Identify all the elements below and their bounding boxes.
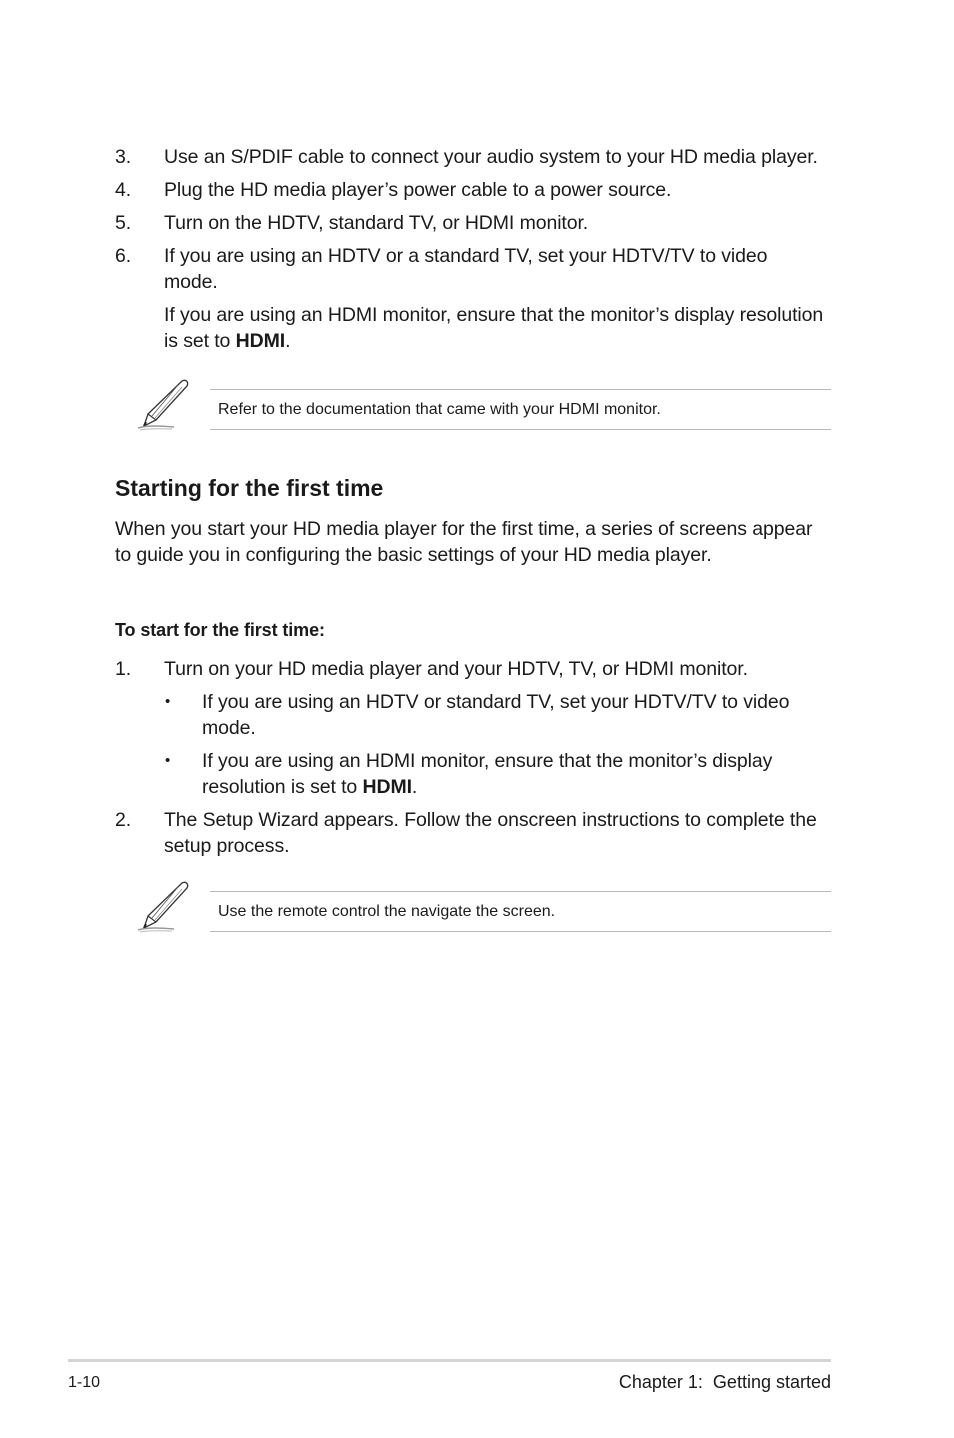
bullet-text: mode. — [202, 717, 256, 739]
step-text: Turn on the HDTV, standard TV, or HDMI monitor. — [164, 212, 589, 234]
section-title: Starting for the first time — [115, 475, 384, 501]
step-paragraph: If you are using an HDMI monitor, ensure that the monitor’s display resolution — [164, 304, 824, 326]
step-number: 5. — [115, 212, 132, 234]
step-text: Use an S/PDIF cable to connect your audio system to your HD media player. — [164, 146, 818, 168]
step-text: mode. — [164, 271, 218, 293]
note-text: Refer to the documentation that came with your HDMI monitor. — [218, 401, 661, 418]
intro-paragraph: to guide you in configuring the basic settings of your HD media player. — [115, 544, 712, 566]
step-text: If you are using an HDTV or a standard TV, set your HDTV/TV to video — [164, 245, 768, 267]
pen-note-icon — [134, 378, 190, 432]
page-number: 1-10 — [68, 1374, 101, 1391]
step-text: Plug the HD media player’s power cable to a power source. — [164, 179, 672, 201]
note-top-rule — [210, 891, 831, 892]
step-number: 1. — [115, 658, 132, 680]
bullet-glyph: • — [165, 752, 171, 769]
pen-note-icon — [134, 880, 190, 934]
chapter-label: Chapter 1: Getting started — [618, 1372, 831, 1392]
note-bottom-rule — [210, 931, 831, 932]
step-text: Turn on your HD media player and your HDTV, TV, or HDMI monitor. — [164, 658, 748, 680]
bullet-text: If you are using an HDMI monitor, ensure that the monitor’s display — [202, 750, 773, 772]
intro-paragraph: When you start your HD media player for the first time, a series of screens appear — [115, 518, 813, 540]
procedure-subheading: To start for the first time: — [115, 620, 325, 640]
step-paragraph: is set to HDMI. — [164, 330, 291, 352]
step-number: 4. — [115, 179, 132, 201]
step-number: 6. — [115, 245, 132, 267]
step-number: 3. — [115, 146, 132, 168]
step-text: setup process. — [164, 835, 290, 857]
footer-rule — [68, 1359, 831, 1362]
hdmi-emphasis: HDMI — [235, 330, 286, 352]
note-top-rule — [210, 389, 831, 390]
bullet-text: resolution is set to HDMI. — [202, 776, 418, 798]
hdmi-emphasis: HDMI — [362, 776, 412, 798]
bullet-text: If you are using an HDTV or standard TV, set your HDTV/TV to video — [202, 691, 790, 713]
note-bottom-rule — [210, 429, 831, 430]
note-text: Use the remote control the navigate the screen. — [218, 903, 556, 920]
step-number: 2. — [115, 809, 132, 831]
step-text: The Setup Wizard appears. Follow the onscreen instructions to complete the — [164, 809, 817, 831]
bullet-glyph: • — [165, 693, 171, 710]
